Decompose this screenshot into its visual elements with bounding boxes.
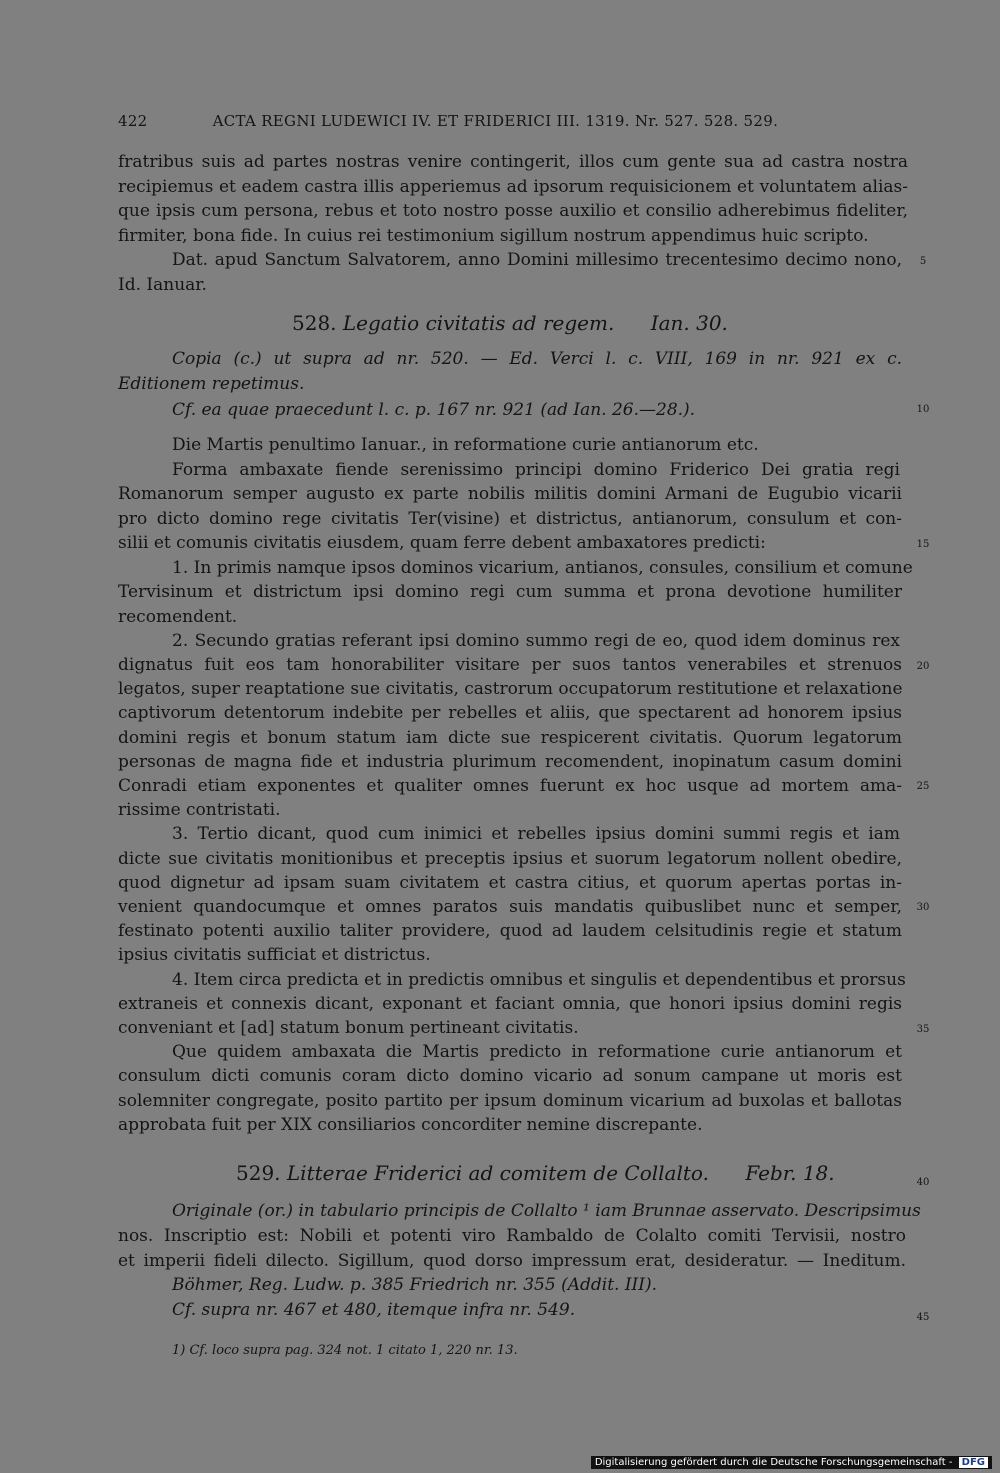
- text-line: venient quandocumque et omnes paratos suis mandatis quibuslibet nunc et semper,: [118, 897, 902, 917]
- document-title: Litterae Friderici ad comitem de Collalto.: [286, 1161, 709, 1185]
- text-line: 4. Item circa predicta et in predictis omnibus et singulis et dependentibus et prorsus: [172, 970, 906, 990]
- source-note: Cf. supra nr. 467 et 480, itemque infra nr. 549.: [172, 1300, 576, 1320]
- margin-line-number: 5: [919, 256, 927, 267]
- source-note: nos. Inscriptio est: Nobili et potenti viro Rambaldo de Colalto comiti Tervisii, nostro: [118, 1226, 906, 1246]
- text-line: Dat. apud Sanctum Salvatorem, anno Domini millesimo trecentesimo decimo nono,: [172, 250, 902, 270]
- running-header: [118, 112, 808, 130]
- text-line: 3. Tertio dicant, quod cum inimici et rebelles ipsius domini summi regis et iam: [172, 824, 900, 844]
- text-line: Romanorum semper augusto ex parte nobilis militis domini Armani de Eugubio vicarii: [118, 484, 902, 504]
- footer-text: Digitalisierung gefördert durch die Deutsche Forschungsgemeinschaft -: [594, 1457, 953, 1468]
- page-number: 422: [118, 112, 148, 130]
- margin-line-number: 35: [916, 1024, 930, 1035]
- text-line: Que quidem ambaxata die Martis predicto in reformatione curie antianorum et: [172, 1042, 902, 1062]
- document-number: 528.: [292, 311, 337, 335]
- document-number: 529.: [236, 1161, 281, 1185]
- margin-line-number: 40: [916, 1177, 930, 1188]
- source-note: Cf. ea quae praecedunt l. c. p. 167 nr. 921 (ad Ian. 26.—28.).: [172, 400, 696, 420]
- margin-line-number: 20: [916, 661, 930, 672]
- text-line: approbata fuit per XIX consiliarios concorditer nemine discrepante.: [118, 1115, 703, 1135]
- source-note: Copia (c.) ut supra ad nr. 520. — Ed. Verci l. c. VIII, 169 in nr. 921 ex c.: [172, 349, 902, 369]
- text-line: dignatus fuit eos tam honorabiliter visitare per suos tantos venerabiles et strenuos: [118, 655, 902, 675]
- text-line: domini regis et bonum statum iam dicte sue respicerent civitatis. Quorum legatorum: [118, 728, 902, 748]
- source-note: et imperii fideli dilecto. Sigillum, quod dorso impressum erat, desideratur. — Ineditum.: [118, 1251, 906, 1271]
- document-date: Febr. 18.: [745, 1161, 835, 1185]
- text-line: captivorum detentorum indebite per rebelles et aliis, que spectarent ad honorem ipsius: [118, 703, 902, 723]
- text-line: personas de magna fide et industria plurimum recomendent, inopinatum casum domini: [118, 752, 902, 772]
- text-line: que ipsis cum persona, rebus et toto nostro posse auxilio et consilio adherebimus fideliter,: [118, 201, 908, 221]
- funding-footer: [591, 1456, 992, 1469]
- text-line: recomendent.: [118, 607, 238, 627]
- text-line: fratribus suis ad partes nostras venire contingerit, illos cum gente sua ad castra nostra: [118, 152, 908, 172]
- text-line: Tervisinum et districtum ipsi domino regi cum summa et prona devotione humiliter: [118, 582, 902, 602]
- text-line: solemniter congregate, posito partito per ipsum dominum vicarium ad buxolas et ballotas: [118, 1091, 902, 1111]
- text-line: 2. Secundo gratias referant ipsi domino summo regi de eo, quod idem dominus rex: [172, 631, 900, 651]
- document-title: Legatio civitatis ad regem.: [342, 311, 615, 335]
- margin-line-number: 25: [916, 781, 930, 792]
- text-line: quod dignetur ad ipsam suam civitatem et castra citius, et quorum apertas portas in-: [118, 873, 902, 893]
- text-line: legatos, super reaptatione sue civitatis, castrorum occupatorum restitutione et relaxatione: [118, 679, 903, 699]
- text-line: consulum dicti comunis coram dicto domino vicario ad sonum campane ut moris est: [118, 1066, 902, 1086]
- text-line: festinato potenti auxilio taliter providere, quod ad laudem celsitudinis regie et statum: [118, 921, 902, 941]
- text-line: dicte sue civitatis monitionibus et preceptis ipsius et suorum legatorum nollent obedire,: [118, 849, 902, 869]
- text-line: Conradi etiam exponentes et qualiter omnes fuerunt ex hoc usque ad mortem ama-: [118, 776, 902, 796]
- document-heading-528: [292, 311, 728, 335]
- text-line: pro dicto domino rege civitatis Ter(visine) et districtus, antianorum, consulum et con-: [118, 509, 902, 529]
- text-line: ipsius civitatis sufficiat et districtus.: [118, 945, 431, 965]
- margin-line-number: 10: [916, 404, 930, 415]
- source-note: Böhmer, Reg. Ludw. p. 385 Friedrich nr. 355 (Addit. III).: [172, 1275, 658, 1295]
- text-line: conveniant et [ad] statum bonum pertineant civitatis.: [118, 1018, 579, 1038]
- source-note: Editionem repetimus.: [118, 374, 305, 394]
- text-line: Die Martis penultimo Ianuar., in reformatione curie antianorum etc.: [172, 435, 759, 455]
- document-date: Ian. 30.: [650, 311, 728, 335]
- text-line: rissime contristati.: [118, 800, 281, 820]
- document-heading-529: [236, 1161, 835, 1185]
- text-line: silii et comunis civitatis eiusdem, quam ferre debent ambaxatores predicti:: [118, 533, 766, 553]
- margin-line-number: 15: [916, 539, 930, 550]
- running-title: ACTA REGNI LUDEWICI IV. ET FRIDERICI III. 1319. Nr. 527. 528. 529.: [212, 112, 779, 130]
- text-line: firmiter, bona fide. In cuius rei testimonium sigillum nostrum appendimus huic scripto.: [118, 226, 869, 246]
- text-line: recipiemus et eadem castra illis apperiemus ad ipsorum requisicionem et voluntatem alias-: [118, 177, 908, 197]
- footnote: 1) Cf. loco supra pag. 324 not. 1 citato 1, 220 nr. 13.: [172, 1343, 518, 1358]
- text-line: extraneis et connexis dicant, exponant et faciant omnia, que honori ipsius domini regis: [118, 994, 902, 1014]
- text-line: Id. Ianuar.: [118, 275, 207, 295]
- margin-line-number: 45: [916, 1312, 930, 1323]
- text-line: Forma ambaxate fiende serenissimo principi domino Friderico Dei gratia regi: [172, 460, 900, 480]
- text-line: 1. In primis namque ipsos dominos vicarium, antianos, consules, consilium et comune: [172, 558, 913, 578]
- margin-line-number: 30: [916, 902, 930, 913]
- source-note: Originale (or.) in tabulario principis de Collalto ¹ iam Brunnae asservato. Descripsimus: [172, 1201, 921, 1221]
- dfg-logo: DFG: [959, 1457, 988, 1468]
